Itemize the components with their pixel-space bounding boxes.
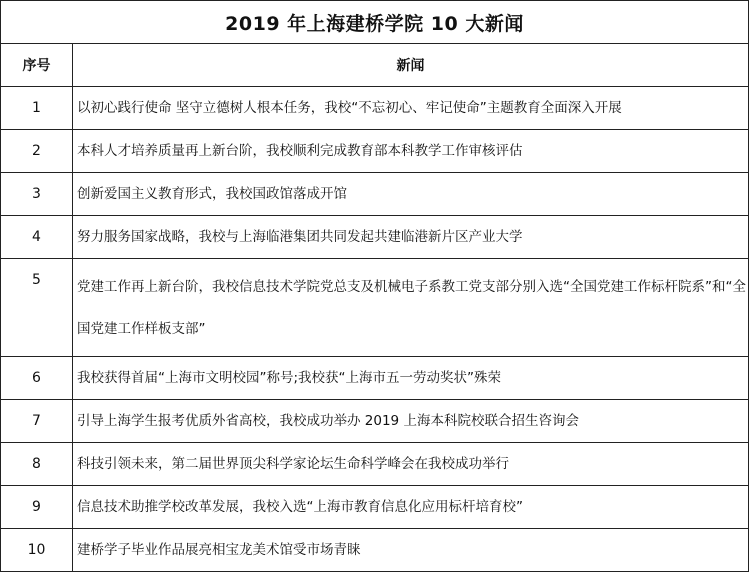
row-number: 7	[1, 400, 73, 443]
row-number: 4	[1, 216, 73, 259]
table-row	[1, 87, 749, 130]
row-number: 5	[1, 259, 73, 357]
row-number: 1	[1, 87, 73, 130]
table-row	[1, 173, 749, 216]
row-number: 8	[1, 443, 73, 486]
news-text: 我校获得首届“上海市文明校园”称号;我校获“上海市五一劳动奖状”殊荣	[73, 357, 749, 400]
table-row	[1, 400, 749, 443]
row-number: 9	[1, 486, 73, 529]
table-row	[1, 357, 749, 400]
news-text: 本科人才培养质量再上新台阶，我校顺利完成教育部本科教学工作审核评估	[73, 130, 749, 173]
news-text: 努力服务国家战略，我校与上海临港集团共同发起共建临港新片区产业大学	[73, 216, 749, 259]
news-text: 科技引领未来，第二届世界顶尖科学家论坛生命科学峰会在我校成功举行	[73, 443, 749, 486]
row-number: 3	[1, 173, 73, 216]
row-number: 2	[1, 130, 73, 173]
table-row	[1, 216, 749, 259]
table-row	[1, 130, 749, 173]
news-text: 以初心践行使命 坚守立德树人根本任务，我校“不忘初心、牢记使命”主题教育全面深入开展	[73, 87, 749, 130]
row-number: 6	[1, 357, 73, 400]
table-title: 2019 年上海建桥学院 10 大新闻	[1, 1, 749, 44]
news-text: 创新爱国主义教育形式，我校国政馆落成开馆	[73, 173, 749, 216]
header-no: 序号	[1, 44, 73, 87]
news-text: 党建工作再上新台阶，我校信息技术学院党总支及机械电子系教工党支部分别入选“全国党建工作标杆院系”和“全国党建工作样板支部”	[73, 259, 749, 357]
header-row	[1, 44, 749, 87]
title-row	[1, 1, 749, 44]
table-row	[1, 443, 749, 486]
news-text: 建桥学子毕业作品展亮相宝龙美术馆受市场青睐	[73, 529, 749, 572]
news-text: 引导上海学生报考优质外省高校，我校成功举办 2019 上海本科院校联合招生咨询会	[73, 400, 749, 443]
row-number: 10	[1, 529, 73, 572]
table-row	[1, 259, 749, 357]
table-row	[1, 529, 749, 572]
news-text: 信息技术助推学校改革发展，我校入选“上海市教育信息化应用标杆培育校”	[73, 486, 749, 529]
header-news: 新闻	[73, 44, 749, 87]
table-row	[1, 486, 749, 529]
